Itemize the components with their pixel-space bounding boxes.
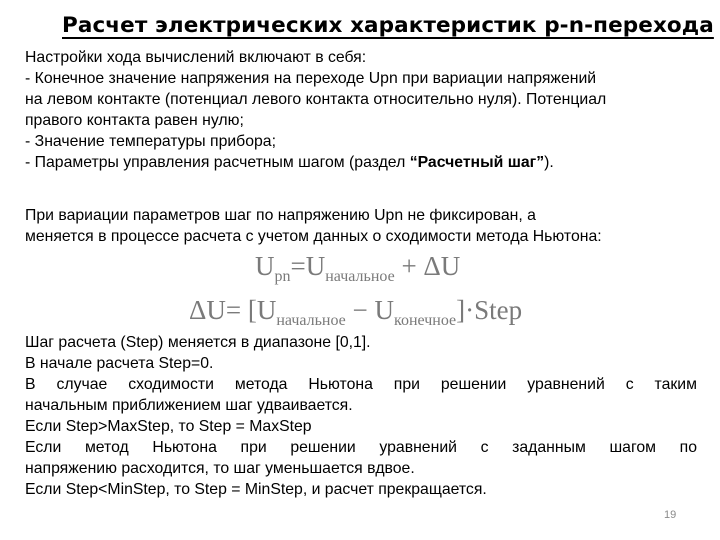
formula-upn — [255, 251, 460, 286]
formula-subscript: начальное — [276, 312, 346, 329]
settings-paragraph — [25, 47, 697, 173]
text-line: Шаг расчета (Step) меняется в диапазоне [0,1]. — [25, 334, 371, 351]
text-line: меняется в процессе расчета с учетом данных о сходимости метода Ньютона: — [25, 228, 602, 245]
formula-subscript: конечное — [394, 312, 457, 329]
step-paragraph — [25, 332, 697, 500]
text-line: Если Step<MinStep, то Step = MinStep, и расчет прекращается. — [25, 481, 487, 498]
formula-text: − U — [345, 295, 395, 325]
formula-text: ΔU= [U — [189, 295, 277, 325]
text-fragment: - Параметры управления расчетным шагом (раздел — [25, 154, 410, 171]
text-line: на левом контакте (потенциал левого контакта относительно нуля). Потенциал — [25, 91, 607, 108]
text-line: Если метод Ньютона при решении уравнений с заданным шагом по — [25, 439, 697, 456]
text-line: В случае сходимости метода Ньютона при решении уравнений с таким — [25, 376, 697, 393]
text-line: начальным приближением шаг удваивается. — [25, 397, 353, 414]
formula-delta-u — [189, 295, 522, 330]
text-line: Если Step>MaxStep, то Step = MaxStep — [25, 418, 312, 435]
formula-subscript: начальное — [325, 268, 395, 285]
text-fragment: ). — [544, 154, 554, 171]
formula-text: U — [255, 251, 275, 281]
text-line: напряжению расходится, то шаг уменьшается вдвое. — [25, 460, 415, 477]
formula-subscript: pn — [274, 268, 291, 285]
text-line: Настройки хода вычислений включают в себя: — [25, 49, 367, 66]
text-line: - Значение температуры прибора; — [25, 133, 276, 150]
text-line — [25, 152, 697, 173]
section-reference: “Расчетный шаг” — [409, 154, 545, 171]
formula-text: ]·Step — [456, 295, 523, 325]
slide-title: Расчет электрических характеристик p-n-перехода — [62, 13, 714, 38]
text-line: - Конечное значение напряжения на переходе Upn при вариации напряжений — [25, 70, 597, 87]
formula-text: + ΔU — [394, 251, 461, 281]
text-line: При вариации параметров шаг по напряжению Upn не фиксирован, а — [25, 207, 536, 224]
text-line: правого контакта равен нулю; — [25, 112, 244, 129]
page-number: 19 — [664, 509, 677, 521]
text-line: В начале расчета Step=0. — [25, 355, 214, 372]
formula-text: =U — [290, 251, 326, 281]
variation-paragraph — [25, 205, 697, 247]
